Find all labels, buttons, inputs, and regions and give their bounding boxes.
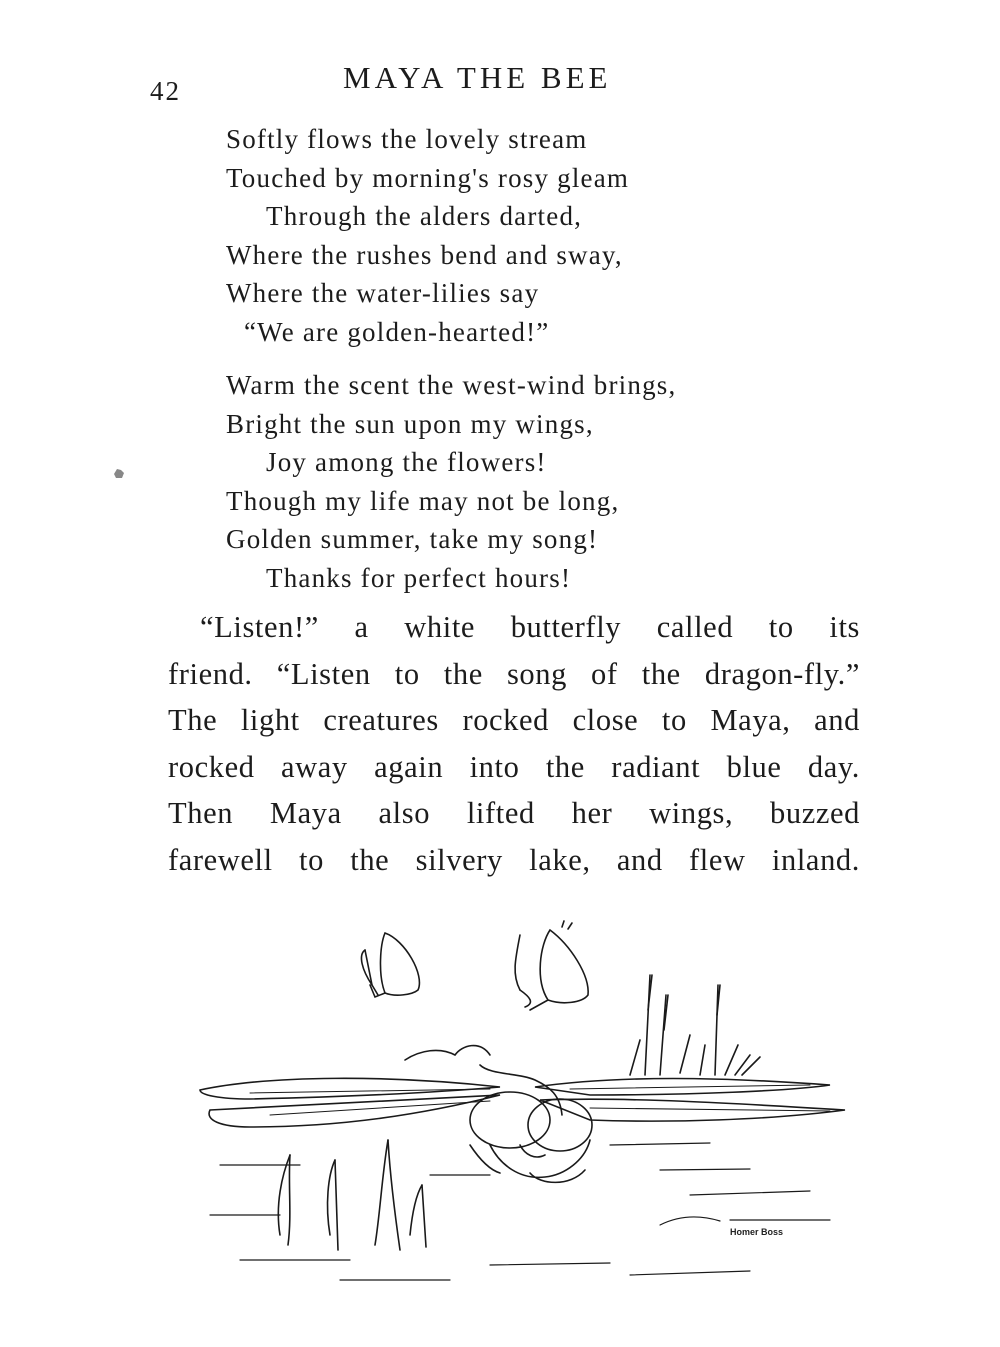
verse-line: “We are golden-hearted!”: [244, 316, 550, 347]
verse-line: Though my life may not be long,: [226, 485, 620, 516]
prose-line: Then Maya also lifted her wings, buzzed: [168, 796, 860, 830]
prose-line: rocked away again into the radiant blue day.: [168, 749, 860, 784]
verse-line: Bright the sun upon my wings,: [226, 408, 594, 439]
page-number: 42: [150, 76, 181, 106]
running-head: MAYA THE BEE: [343, 60, 612, 95]
prose-line: friend. “Listen to the song of the dragon-fly.”: [168, 656, 860, 691]
verse-line: Warm the scent the west-wind brings,: [226, 370, 677, 400]
verse-line: Where the rushes bend and sway,: [226, 239, 623, 270]
verse-line: Joy among the flowers!: [266, 447, 547, 477]
dragonfly-pond-illustration: [190, 915, 850, 1295]
prose-line: The light creatures rocked close to Maya, and: [168, 703, 860, 737]
verse-line: Where the water-lilies say: [226, 278, 540, 308]
prose-paragraph: [168, 604, 860, 883]
verse-line: Softly flows the lovely stream: [226, 124, 588, 154]
poem-stanza-1: [226, 120, 629, 351]
verse-line: Through the alders darted,: [266, 201, 583, 231]
prose-line: “Listen!” a white butterfly called to its: [200, 610, 860, 644]
illustration-signature: Homer Boss: [730, 1227, 784, 1237]
poem-stanza-2: [226, 366, 676, 597]
dragonfly-body: [405, 1046, 592, 1183]
prose-line: farewell to the silvery lake, and flew inland.: [168, 842, 860, 877]
reeds-right: [630, 975, 760, 1075]
dragonfly-wings: [200, 1078, 845, 1127]
ink-speck-icon: [112, 466, 126, 480]
butterfly-right-icon: [515, 921, 588, 1010]
verse-line: Golden summer, take my song!: [226, 524, 599, 554]
butterfly-left-icon: [361, 933, 419, 997]
water-lines: [210, 1143, 830, 1280]
verse-line: Touched by morning's rosy gleam: [226, 162, 630, 193]
verse-line: Thanks for perfect hours!: [266, 562, 572, 593]
reeds-left: [278, 1140, 426, 1250]
